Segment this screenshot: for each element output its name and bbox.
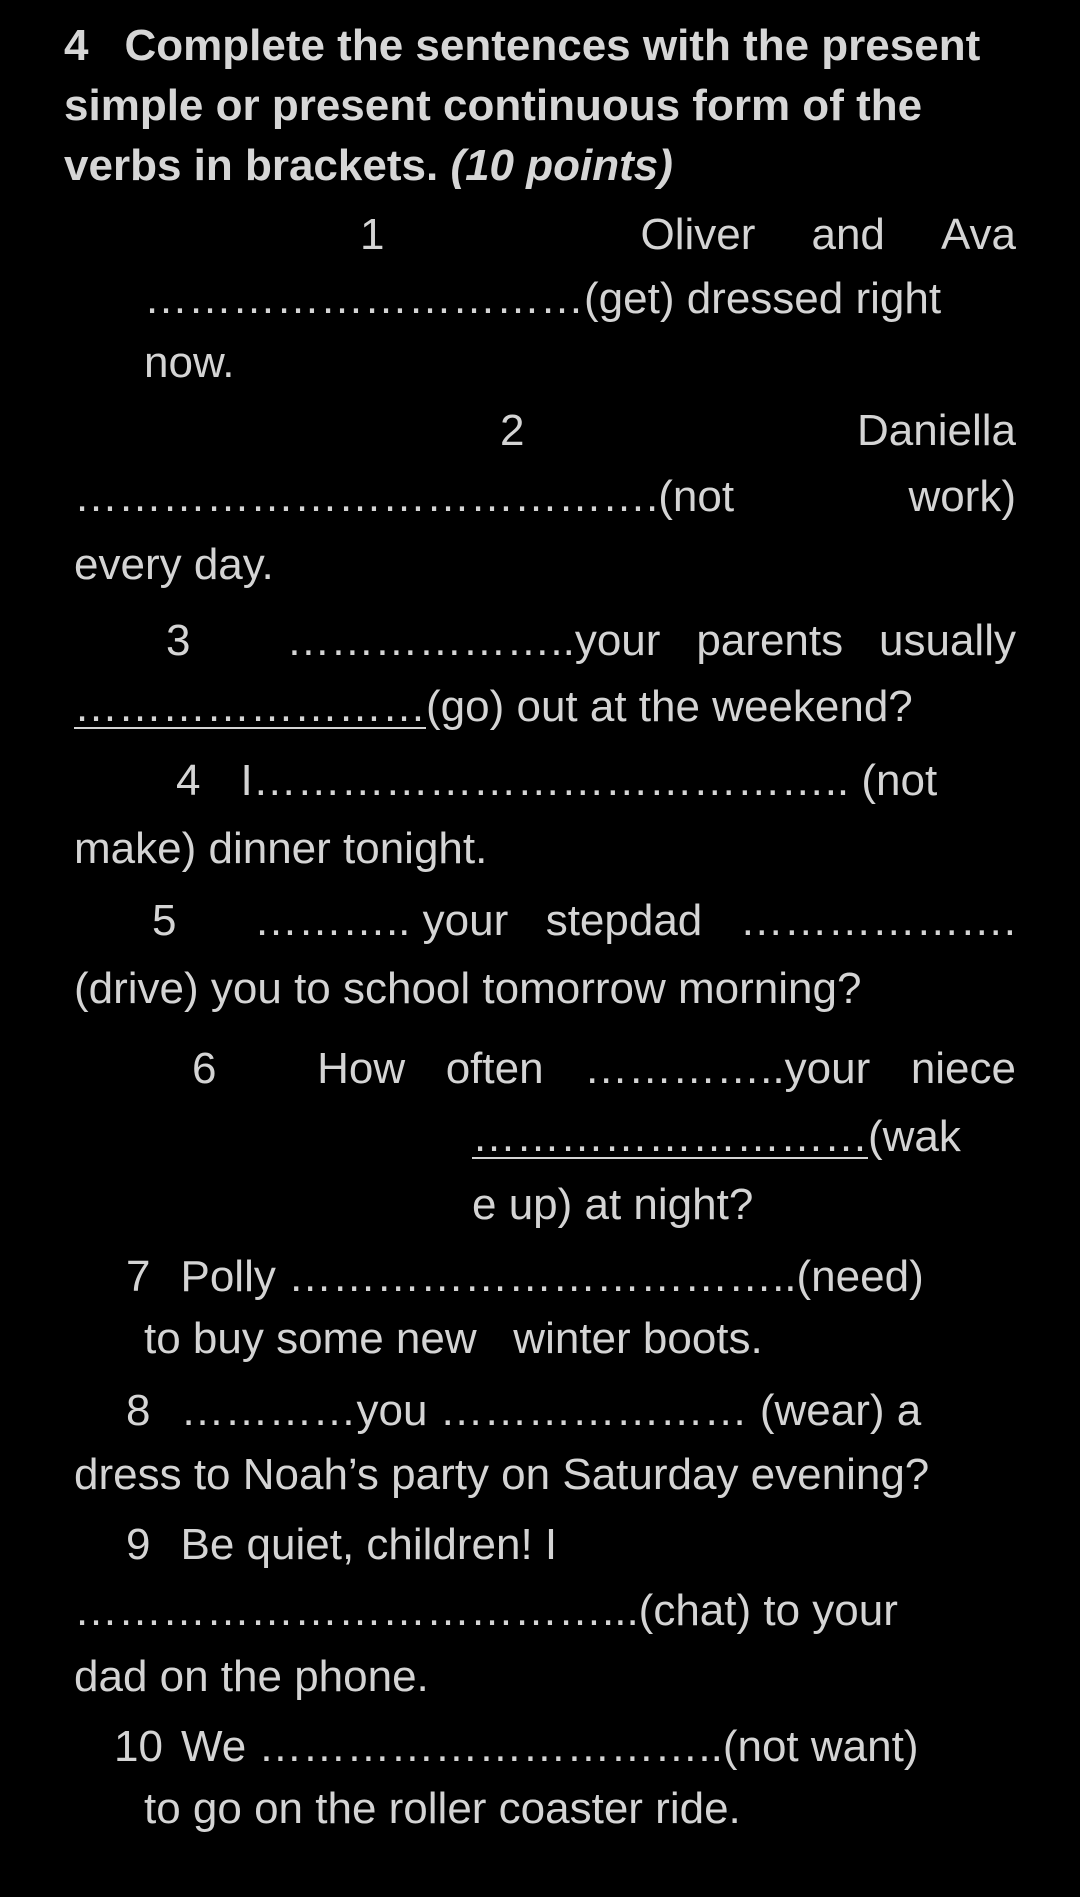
item-2-line-3: [74, 532, 274, 598]
item-10-line-1: [114, 1714, 918, 1780]
item-number: 6: [192, 1044, 217, 1093]
item-number: 8: [126, 1386, 151, 1435]
item-number: 7: [126, 1252, 151, 1301]
sentence-text: …………you ………………… (wear) a: [180, 1386, 922, 1435]
sentence-text: ……………….: [739, 896, 1016, 945]
item-4-line-1: [176, 748, 1016, 814]
sentence-text: to go on the roller coaster ride.: [144, 1784, 741, 1833]
sentence-text: to buy some new winter boots.: [144, 1314, 763, 1363]
sentence-text: ……….. your: [253, 896, 509, 945]
sentence-text: ………………..your: [286, 616, 661, 665]
sentence-text: often: [445, 1044, 544, 1093]
points-label: (10 points): [450, 141, 673, 190]
item-9-line-3: [74, 1644, 429, 1710]
sentence-text: dress to Noah’s party on Saturday evening?: [74, 1450, 930, 1499]
sentence-text: (wak: [868, 1112, 961, 1161]
item-1-line-2: [144, 266, 941, 332]
item-1-line-1: [360, 202, 1016, 268]
item-number: 4: [176, 756, 201, 805]
sentence-text: e up) at night?: [472, 1180, 754, 1229]
exercise-number: 4: [64, 21, 89, 70]
item-8-line-1: [126, 1378, 921, 1444]
item-3-line-1: [166, 608, 1016, 674]
sentence-text: make) dinner tonight.: [74, 824, 488, 873]
item-number: 5: [152, 896, 177, 945]
item-5-line-2: [74, 956, 861, 1022]
item-7-line-1: [126, 1244, 924, 1310]
item-3-line-2: [74, 674, 913, 740]
item-2-line-2: [74, 464, 1016, 530]
item-6-line-3: [472, 1172, 753, 1238]
item-6-line-1: [192, 1036, 1016, 1102]
sentence-text: I………………………………….. (not: [240, 756, 938, 805]
sentence-text: Polly ……………………………..(need): [180, 1252, 924, 1301]
item-4-line-2: [74, 816, 487, 882]
item-7-line-2: [144, 1306, 763, 1372]
item-9-line-2: [74, 1578, 898, 1644]
item-5-line-1: [152, 888, 1016, 954]
sentence-text: ………………………………….(not: [74, 472, 735, 521]
sentence-text: parents: [696, 616, 844, 665]
sentence-text: dad on the phone.: [74, 1652, 429, 1701]
item-number: 3: [166, 616, 191, 665]
item-1-line-3: [144, 330, 235, 396]
item-number: 9: [126, 1520, 151, 1569]
sentence-text: work): [908, 472, 1016, 521]
answer-blank: ……………………: [74, 682, 426, 731]
item-10-line-2: [144, 1776, 741, 1842]
sentence-text: (go) out at the weekend?: [426, 682, 913, 731]
sentence-text: Ava: [940, 210, 1016, 259]
sentence-text: We …………………………..(not want): [180, 1722, 919, 1771]
sentence-text: …………..your: [584, 1044, 871, 1093]
item-9-line-1: [126, 1512, 557, 1578]
sentence-text: every day.: [74, 540, 274, 589]
exercise-instruction: [64, 16, 1024, 196]
sentence-text: stepdad: [545, 896, 703, 945]
sentence-text: Daniella: [857, 406, 1016, 455]
answer-blank: ………………………: [472, 1112, 868, 1161]
item-number: 1: [360, 210, 385, 259]
sentence-text: niece: [910, 1044, 1016, 1093]
sentence-text: (drive) you to school tomorrow morning?: [74, 964, 862, 1013]
sentence-text: …………………………(get) dressed right: [144, 274, 942, 323]
item-number: 2: [500, 406, 525, 455]
sentence-text: ………………………………...(chat) to your: [74, 1586, 898, 1635]
item-number: 10: [114, 1722, 163, 1771]
sentence-text: Oliver: [640, 210, 756, 259]
sentence-text: usually: [879, 616, 1016, 665]
sentence-text: and: [811, 210, 885, 259]
instruction-text: Complete the sentences with the present simple or present continuous form of the verbs in brackets.: [64, 21, 981, 190]
sentence-text: Be quiet, children! I: [180, 1520, 558, 1569]
sentence-text: now.: [144, 338, 235, 387]
item-8-line-2: [74, 1442, 929, 1508]
sentence-text: How: [317, 1044, 406, 1093]
item-2-line-1: [500, 398, 1016, 464]
item-6-line-2: [472, 1104, 961, 1170]
